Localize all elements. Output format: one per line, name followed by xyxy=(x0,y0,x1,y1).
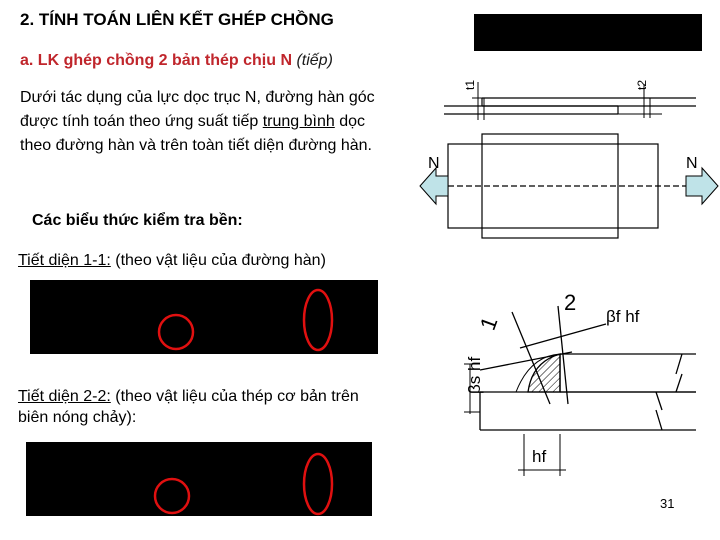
paragraph-part2: dọc theo đường hàn và trên toàn tiết diện đường hàn. xyxy=(20,113,372,154)
plates xyxy=(444,98,696,238)
slide-title: 2. TÍNH TOÁN LIÊN KẾT GHÉP CHỒNG xyxy=(20,10,334,29)
subtitle-suffix: (tiếp) xyxy=(296,52,333,69)
label-1: 1 xyxy=(474,313,503,334)
label-t2: t2 xyxy=(635,79,649,90)
force-label-left: N xyxy=(428,155,440,172)
weld-section-diagram xyxy=(420,284,710,514)
section-1-caption xyxy=(18,252,326,270)
paragraph-part1: Dưới tác dụng của lực dọc trục N, đường hàn góc được tính toán theo ứng suất tiếp xyxy=(20,89,375,130)
section-2-desc: (theo vật liệu của thép cơ bản trên biên nóng chảy): xyxy=(18,388,359,426)
description-paragraph xyxy=(20,86,400,158)
redacted-box xyxy=(474,14,702,51)
subtitle-main: a. LK ghép chồng 2 bản thép chịu N xyxy=(20,52,297,69)
formulas-heading: Các biểu thức kiểm tra bền: xyxy=(32,212,243,229)
label-bf-hf: βf hf xyxy=(606,307,640,326)
section-1-label: Tiết diện 1-1: xyxy=(18,252,111,269)
label-hf: hf xyxy=(532,447,547,466)
force-arrow-left xyxy=(420,168,448,204)
label-t1: t1 xyxy=(463,79,477,90)
section-2-label: Tiết diện 2-2: xyxy=(18,388,111,405)
page-number: 31 xyxy=(660,496,675,511)
label-2: 2 xyxy=(564,290,577,315)
formula-2-image xyxy=(26,442,372,516)
force-label-right: N xyxy=(686,155,698,172)
lap-joint-diagram xyxy=(418,68,720,268)
section-2-caption xyxy=(18,386,378,428)
weld-plates xyxy=(480,354,696,430)
formula-1-image xyxy=(30,280,378,354)
paragraph-underlined: trung bình xyxy=(262,113,335,130)
slide-subtitle xyxy=(20,52,333,70)
label-bs-hf: βs hf xyxy=(465,356,484,394)
section-1-desc: (theo vật liệu của đường hàn) xyxy=(110,252,326,269)
force-arrow-right xyxy=(686,168,718,204)
